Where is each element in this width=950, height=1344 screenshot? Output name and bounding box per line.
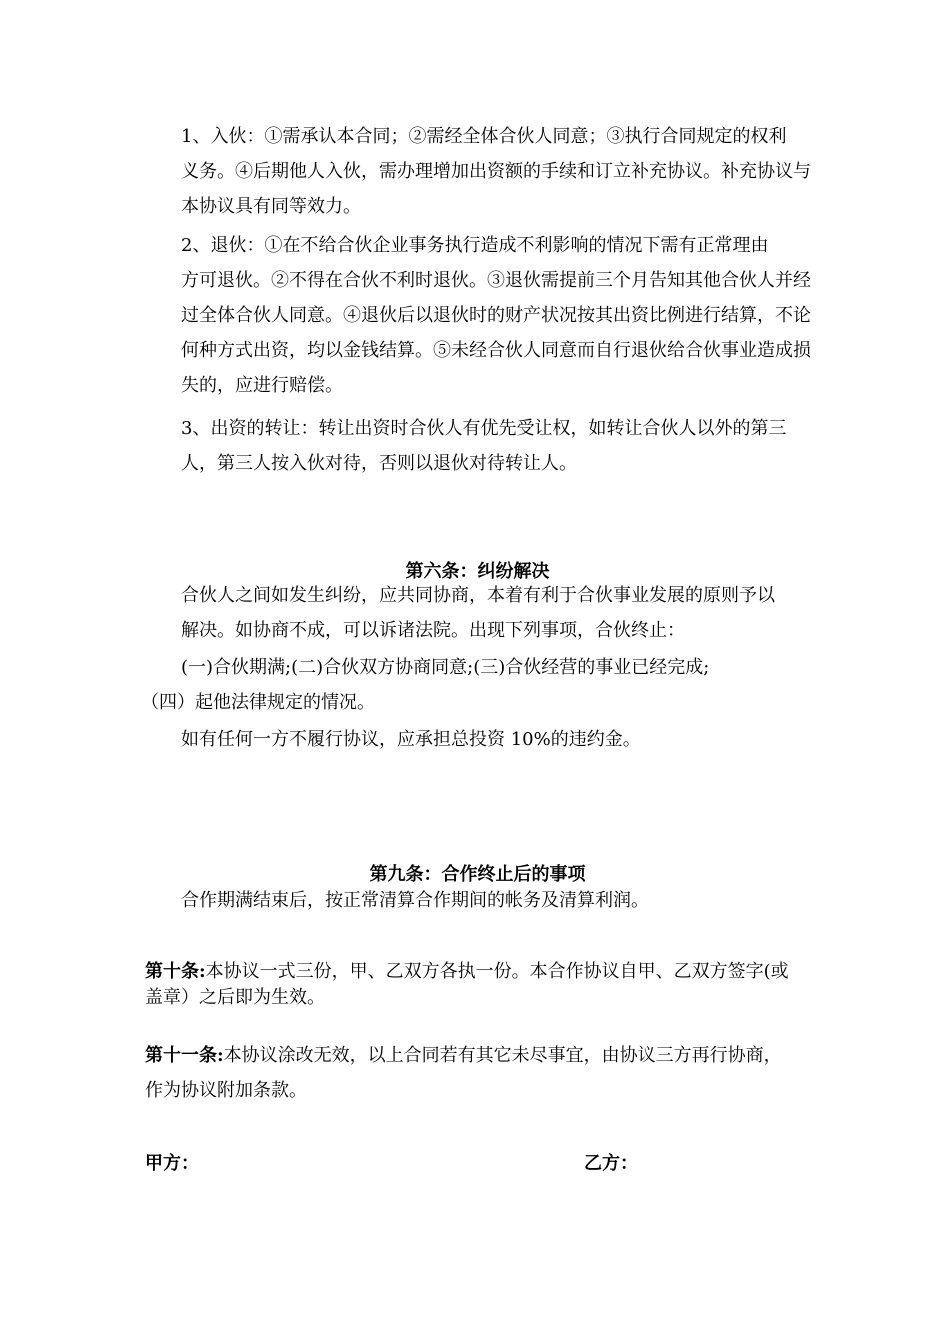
penalty-paragraph [145, 722, 810, 757]
clause-withdraw [145, 228, 810, 403]
clause-join-line: 本协议具有同等效力。 [181, 196, 361, 217]
clause-transfer-line: 人，第三人按入伙对待，否则以退伙对待转让人。 [181, 453, 577, 474]
clause-join [145, 119, 810, 224]
clause-transfer [145, 411, 810, 481]
article-10-line: 盖章）之后即为生效。 [145, 987, 325, 1008]
article-10 [145, 959, 810, 1011]
article-9-heading: 第九条：合作终止后的事项 [369, 864, 586, 885]
party-a-signature-label: 甲方： [145, 1153, 199, 1174]
article-10-line [145, 959, 810, 985]
article-10-text: 本协议一式三份，甲、乙双方各执一份。本合作协议自甲、乙双方签字(或 [205, 961, 789, 982]
clause-withdraw-line: 方可退伙。②不得在合伙不利时退伙。③退伙需提前三个月告知其他合伙人并经 [181, 270, 811, 291]
article-9-line: 合作期满结束后，按正常清算合作期间的帐务及清算利润。 [181, 890, 649, 911]
termination-items-line: (一)合伙期满;(二)合伙双方协商同意;(三)合伙经营的事业已经完成; [181, 657, 710, 678]
article-11-line [145, 1038, 810, 1073]
termination-items-line: （四）起他法律规定的情况。 [141, 692, 375, 713]
clause-withdraw-line: 2、退伙：①在不给合伙企业事务执行造成不利影响的情况下需有正常理由 [181, 235, 769, 256]
article-11-label: 第十一条: [145, 1045, 224, 1066]
dispute-line: 解决。如协商不成，可以诉诸法院。出现下列事项，合伙终止： [181, 620, 685, 641]
penalty-line: 如有任何一方不履行协议，应承担总投资 10%的违约金。 [181, 729, 641, 750]
article-6-heading: 第六条：纠纷解决 [405, 561, 550, 582]
clause-join-line: 义务。④后期他人入伙，需办理增加出资额的手续和订立补充协议。补充协议与 [181, 161, 811, 182]
clause-transfer-line: 3、出资的转让：转让出资时合伙人有优先受让权，如转让合伙人以外的第三 [181, 418, 787, 439]
termination-items [145, 650, 810, 685]
article-11-text: 本协议涂改无效，以上合同若有其它未尽事宜，由协议三方再行协商， [223, 1045, 782, 1066]
dispute-paragraph [145, 578, 810, 648]
article-11 [145, 1038, 810, 1108]
clause-join-line: 1、入伙：①需承认本合同；②需经全体合伙人同意；③执行合同规定的权利 [181, 126, 787, 147]
article-9-text [145, 883, 810, 918]
party-b-signature-label: 乙方： [584, 1153, 638, 1174]
clause-withdraw-line: 失的，应进行赔偿。 [181, 375, 343, 396]
article-11-line: 作为协议附加条款。 [145, 1080, 307, 1101]
termination-items-other [141, 685, 806, 720]
clause-withdraw-line: 过全体合伙人同意。④退伙后以退伙时的财产状况按其出资比例进行结算，不论 [181, 305, 811, 326]
dispute-line: 合伙人之间如发生纠纷，应共同协商，本着有利于合伙事业发展的原则予以 [181, 585, 775, 606]
clause-withdraw-line: 何种方式出资，均以金钱结算。⑤未经合伙人同意而自行退伙给合伙事业造成损 [181, 340, 811, 361]
article-10-label: 第十条: [145, 961, 206, 982]
